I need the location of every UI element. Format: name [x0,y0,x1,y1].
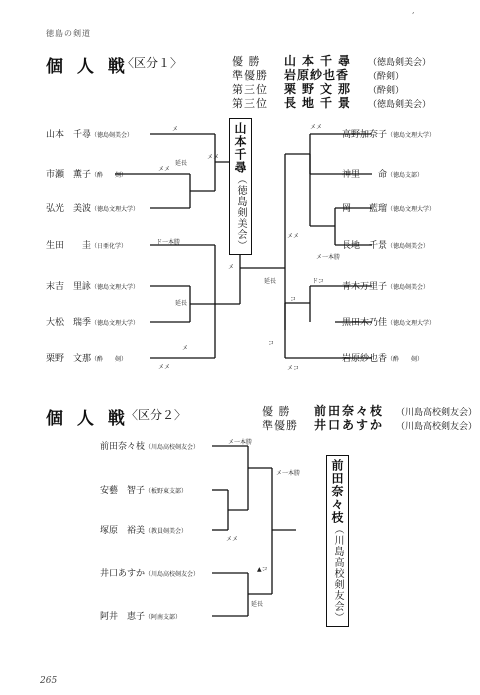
score-mark: メ [228,264,235,271]
winner-club: （川島高校剣友会） [332,524,343,623]
result-name: 山本千尋 [284,54,357,68]
score-mark: 延長 [264,278,277,285]
player-club: （酔 剣） [387,356,424,363]
section1-title: 個 人 戦 [46,57,129,77]
player-club: （酔 剣） [91,172,128,179]
player-name: 市瀬 薫子 [46,170,92,180]
section2-division: 〈区分２〉 [126,408,187,422]
player-name: 黒田木乃佳 [342,318,388,328]
score-mark: メメ [310,124,323,131]
player-club: （徳島文理大学） [387,320,436,327]
result-label: 準優勝 [262,419,298,432]
player-club: （徳島剣美会） [387,284,430,291]
score-mark: メコ [287,365,300,372]
section2-player-5 [100,609,181,622]
player-club: （徳島文理大学） [91,284,140,291]
running-title: 徳島の剣道 [46,29,91,38]
result-label: 準優勝 [232,69,268,82]
player-name: 神里 命 [342,170,388,180]
score-mark: メ一本勝 [228,439,253,446]
player-name: 高野加奈子 [342,130,388,140]
section2-player-3 [100,523,187,536]
section2-title: 個 人 戦 [46,409,129,429]
player-club: （徳島剣美会） [387,243,430,250]
winner-name: 山本千尋 [233,122,247,174]
result-label: 第三位 [232,83,268,96]
section2-player-4 [100,566,199,579]
player-club: （徳島文理大学） [91,206,140,213]
player-name: 井口あすか [100,569,146,579]
player-name: 岡 藍瑠 [342,204,388,214]
score-mark: ド一本勝 [156,239,181,246]
player-name: 前田奈々枝 [100,442,146,452]
result-name: 前田奈々枝 [314,404,385,418]
section1-division: 〈区分１〉 [122,56,183,70]
winner-name: 前田奈々枝 [330,459,344,524]
player-club: （教員剣美会） [145,528,188,535]
player-club: （日亜化学） [91,243,128,250]
result-name: 井口あすか [314,418,385,432]
result-club: （酔剣） [368,72,405,82]
player-name: 末吉 里詠 [46,282,92,292]
player-club: （阿南支部） [145,614,182,621]
player-name: 長地 千景 [342,241,388,251]
score-mark: メメ [158,166,171,173]
page-mark: , [412,6,415,15]
player-club: （徳島文理大学） [91,320,140,327]
player-club: （徳島剣美会） [91,132,134,139]
player-name: 塚原 裕美 [100,526,146,536]
player-club: （酔 剣） [91,356,128,363]
result-label: 第三位 [232,97,268,110]
player-name: 青木万里子 [342,282,388,292]
section2-player-1 [100,439,199,452]
player-name: 山本 千尋 [46,130,92,140]
player-name: 阿井 恵子 [100,612,146,622]
score-mark: メ [172,126,179,133]
score-mark: メメ [226,536,239,543]
score-mark: ドコ [312,278,324,285]
score-mark: 延長 [175,160,188,167]
section2-winner-box [326,455,349,627]
result-name: 岩原紗也香 [284,68,350,82]
score-mark: コ [268,340,275,347]
score-mark: メメ [207,154,220,161]
result-club: （酔剣） [368,86,405,96]
score-mark: メメ [158,364,171,371]
score-mark: メ一本勝 [316,254,341,261]
score-mark: コ [290,296,297,303]
result-label: 優 勝 [262,405,291,418]
player-name: 岩原紗也香 [342,354,388,364]
score-mark: メ [182,345,189,352]
player-name: 栗野 文那 [46,354,92,364]
winner-club: （徳島剣美会） [235,174,246,251]
score-mark: ▲コ [257,566,268,573]
player-club: （徳島文理大学） [387,206,436,213]
player-name: 安藝 智子 [100,486,146,496]
score-mark: メメ [287,233,300,240]
player-club: （川島高校剣友会） [145,444,200,451]
player-club: （川島高校剣友会） [145,571,200,578]
score-mark: メ一本勝 [276,470,301,477]
section2-player-2 [100,483,187,496]
result-club: （徳島剣美会） [368,58,432,68]
result-club: （川島高校剣友会） [396,422,478,432]
result-name: 栗野文那 [284,82,357,96]
result-label: 優 勝 [232,55,261,68]
result-club: （徳島剣美会） [368,100,432,110]
score-mark: 延長 [251,601,264,608]
score-mark: 延長 [175,300,188,307]
player-name: 大松 瑞季 [46,318,92,328]
player-club: （徳島文理大学） [387,132,436,139]
player-club: （板野東支部） [145,488,188,495]
result-club: （川島高校剣友会） [396,408,478,418]
page-number: 265 [40,676,58,686]
player-club: （徳島支部） [387,172,424,179]
result-name: 長地千景 [284,96,357,110]
player-name: 弘光 美波 [46,204,92,214]
player-name: 生田 圭 [46,241,92,251]
